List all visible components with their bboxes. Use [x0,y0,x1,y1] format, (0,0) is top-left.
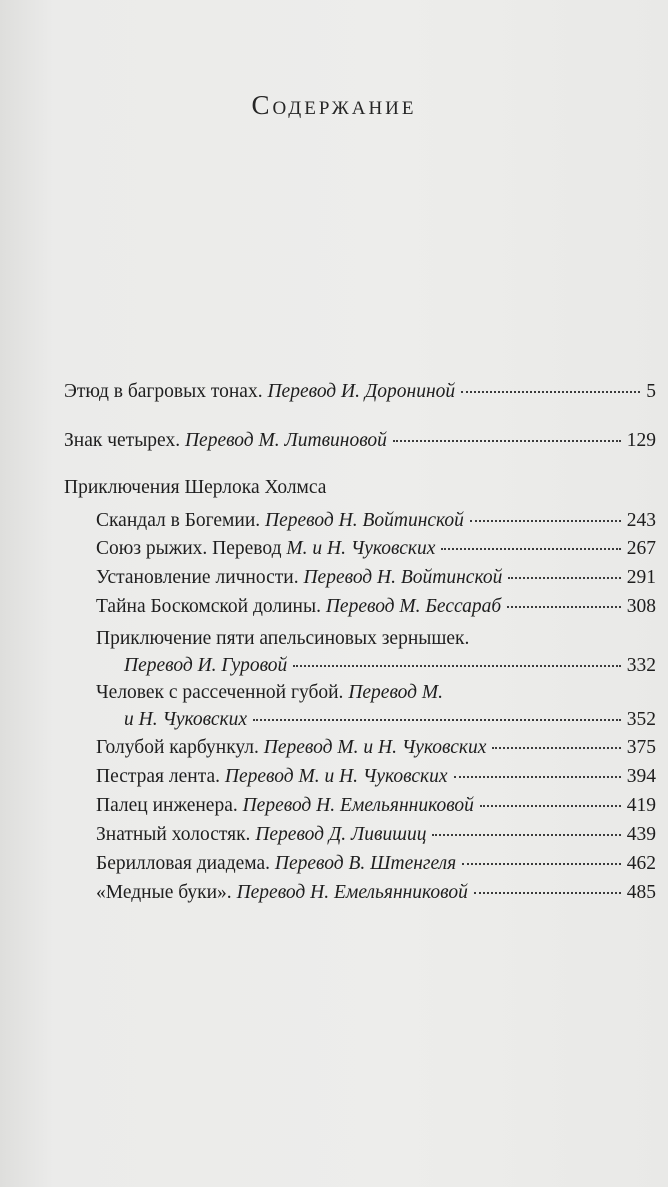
entry-title: Скандал в Богемии. [96,510,266,531]
page-title: Содержание [251,90,417,120]
toc-entry[interactable] [96,507,656,535]
toc-entry[interactable] [96,564,656,592]
toc-entry[interactable] [124,652,656,680]
entry-title: Установление личности. [96,567,304,588]
entry-page: 267 [626,538,656,559]
entry-translator: Перевод М. и Н. Чуковских [224,766,448,787]
entry-translator: Перевод Н. Емельянниковой [242,795,474,816]
entry-page: 352 [626,709,656,730]
leader-dots [441,547,620,550]
entry-title: Пестрая лента. [96,766,225,787]
leader-dots [461,390,640,393]
toc-entry[interactable] [96,879,656,907]
entry-title: «Медные буки». [96,882,237,903]
leader-dots [470,519,621,522]
leader-dots [507,605,621,608]
entry-translator: Перевод В. Штенгеля [274,853,457,874]
entry-page: 485 [626,882,656,903]
section-title: Приключения Шерлока Холмса [64,477,327,498]
entry-title: Тайна Боскомской долины. [96,596,326,617]
toc-entry[interactable] [64,427,656,455]
entry-translator: и Н. Чуковских [124,709,248,730]
entry-page: 462 [626,853,656,874]
leader-dots [508,576,620,579]
toc-entry[interactable] [64,378,656,406]
entry-translator: Перевод М. [348,682,444,703]
entry-translator: Перевод И. Гуровой [124,655,288,676]
entry-title: Голубой карбункул. [96,737,264,758]
entry-title: Палец инженера. [96,795,243,816]
entry-translator: Перевод М. Литвиновой [184,430,387,451]
entry-page: 332 [626,655,656,676]
leader-dots [492,746,620,749]
entry-page: 439 [626,824,656,845]
entry-title[interactable]: Приключение пяти апельсиновых зернышек. [96,628,470,649]
entry-translator: Перевод Н. Войтинской [265,510,464,531]
entry-translator: Перевод Д. Ливишиц [255,824,427,845]
entry-title[interactable]: Человек с рассеченной губой. Перевод М. [96,682,444,703]
entry-page: 291 [626,567,656,588]
entry-page: 394 [626,766,656,787]
entry-page: 375 [626,737,656,758]
entry-page: 308 [626,596,656,617]
toc-entry[interactable] [124,706,656,734]
toc-entry[interactable] [96,850,656,878]
entry-page: 129 [626,430,656,451]
entry-page: 5 [646,381,656,402]
toc-entry[interactable] [96,535,656,563]
entry-translator: Перевод Н. Войтинской [303,567,503,588]
toc-entry[interactable] [96,821,656,849]
entry-page: 419 [626,795,656,816]
toc-entry[interactable] [96,792,656,820]
leader-dots [474,891,621,894]
entry-title: Знак четырех. [64,430,185,451]
leader-dots [480,804,621,807]
leader-dots [462,862,621,865]
leader-dots [432,833,620,836]
entry-translator: М. и Н. Чуковских [286,538,436,559]
entry-translator: Перевод М. Бессараб [325,596,502,617]
toc-entry[interactable] [96,593,656,621]
entry-translator: Перевод Н. Емельянниковой [236,882,468,903]
leader-dots [293,664,620,667]
leader-dots [393,439,621,442]
entry-title: Берилловая диадема. [96,853,275,874]
leader-dots [253,718,621,721]
entry-title: Этюд в багровых тонах. [64,381,268,402]
entry-translator: Перевод М. и Н. Чуковских [263,737,487,758]
leader-dots [454,775,621,778]
entry-title: Знатный холостяк. [96,824,256,845]
toc-entry[interactable] [96,763,656,791]
toc-entry[interactable] [96,734,656,762]
entry-title: Союз рыжих. Перевод [96,538,287,559]
entry-page: 243 [626,510,656,531]
entry-translator: Перевод И. Дорониной [267,381,456,402]
